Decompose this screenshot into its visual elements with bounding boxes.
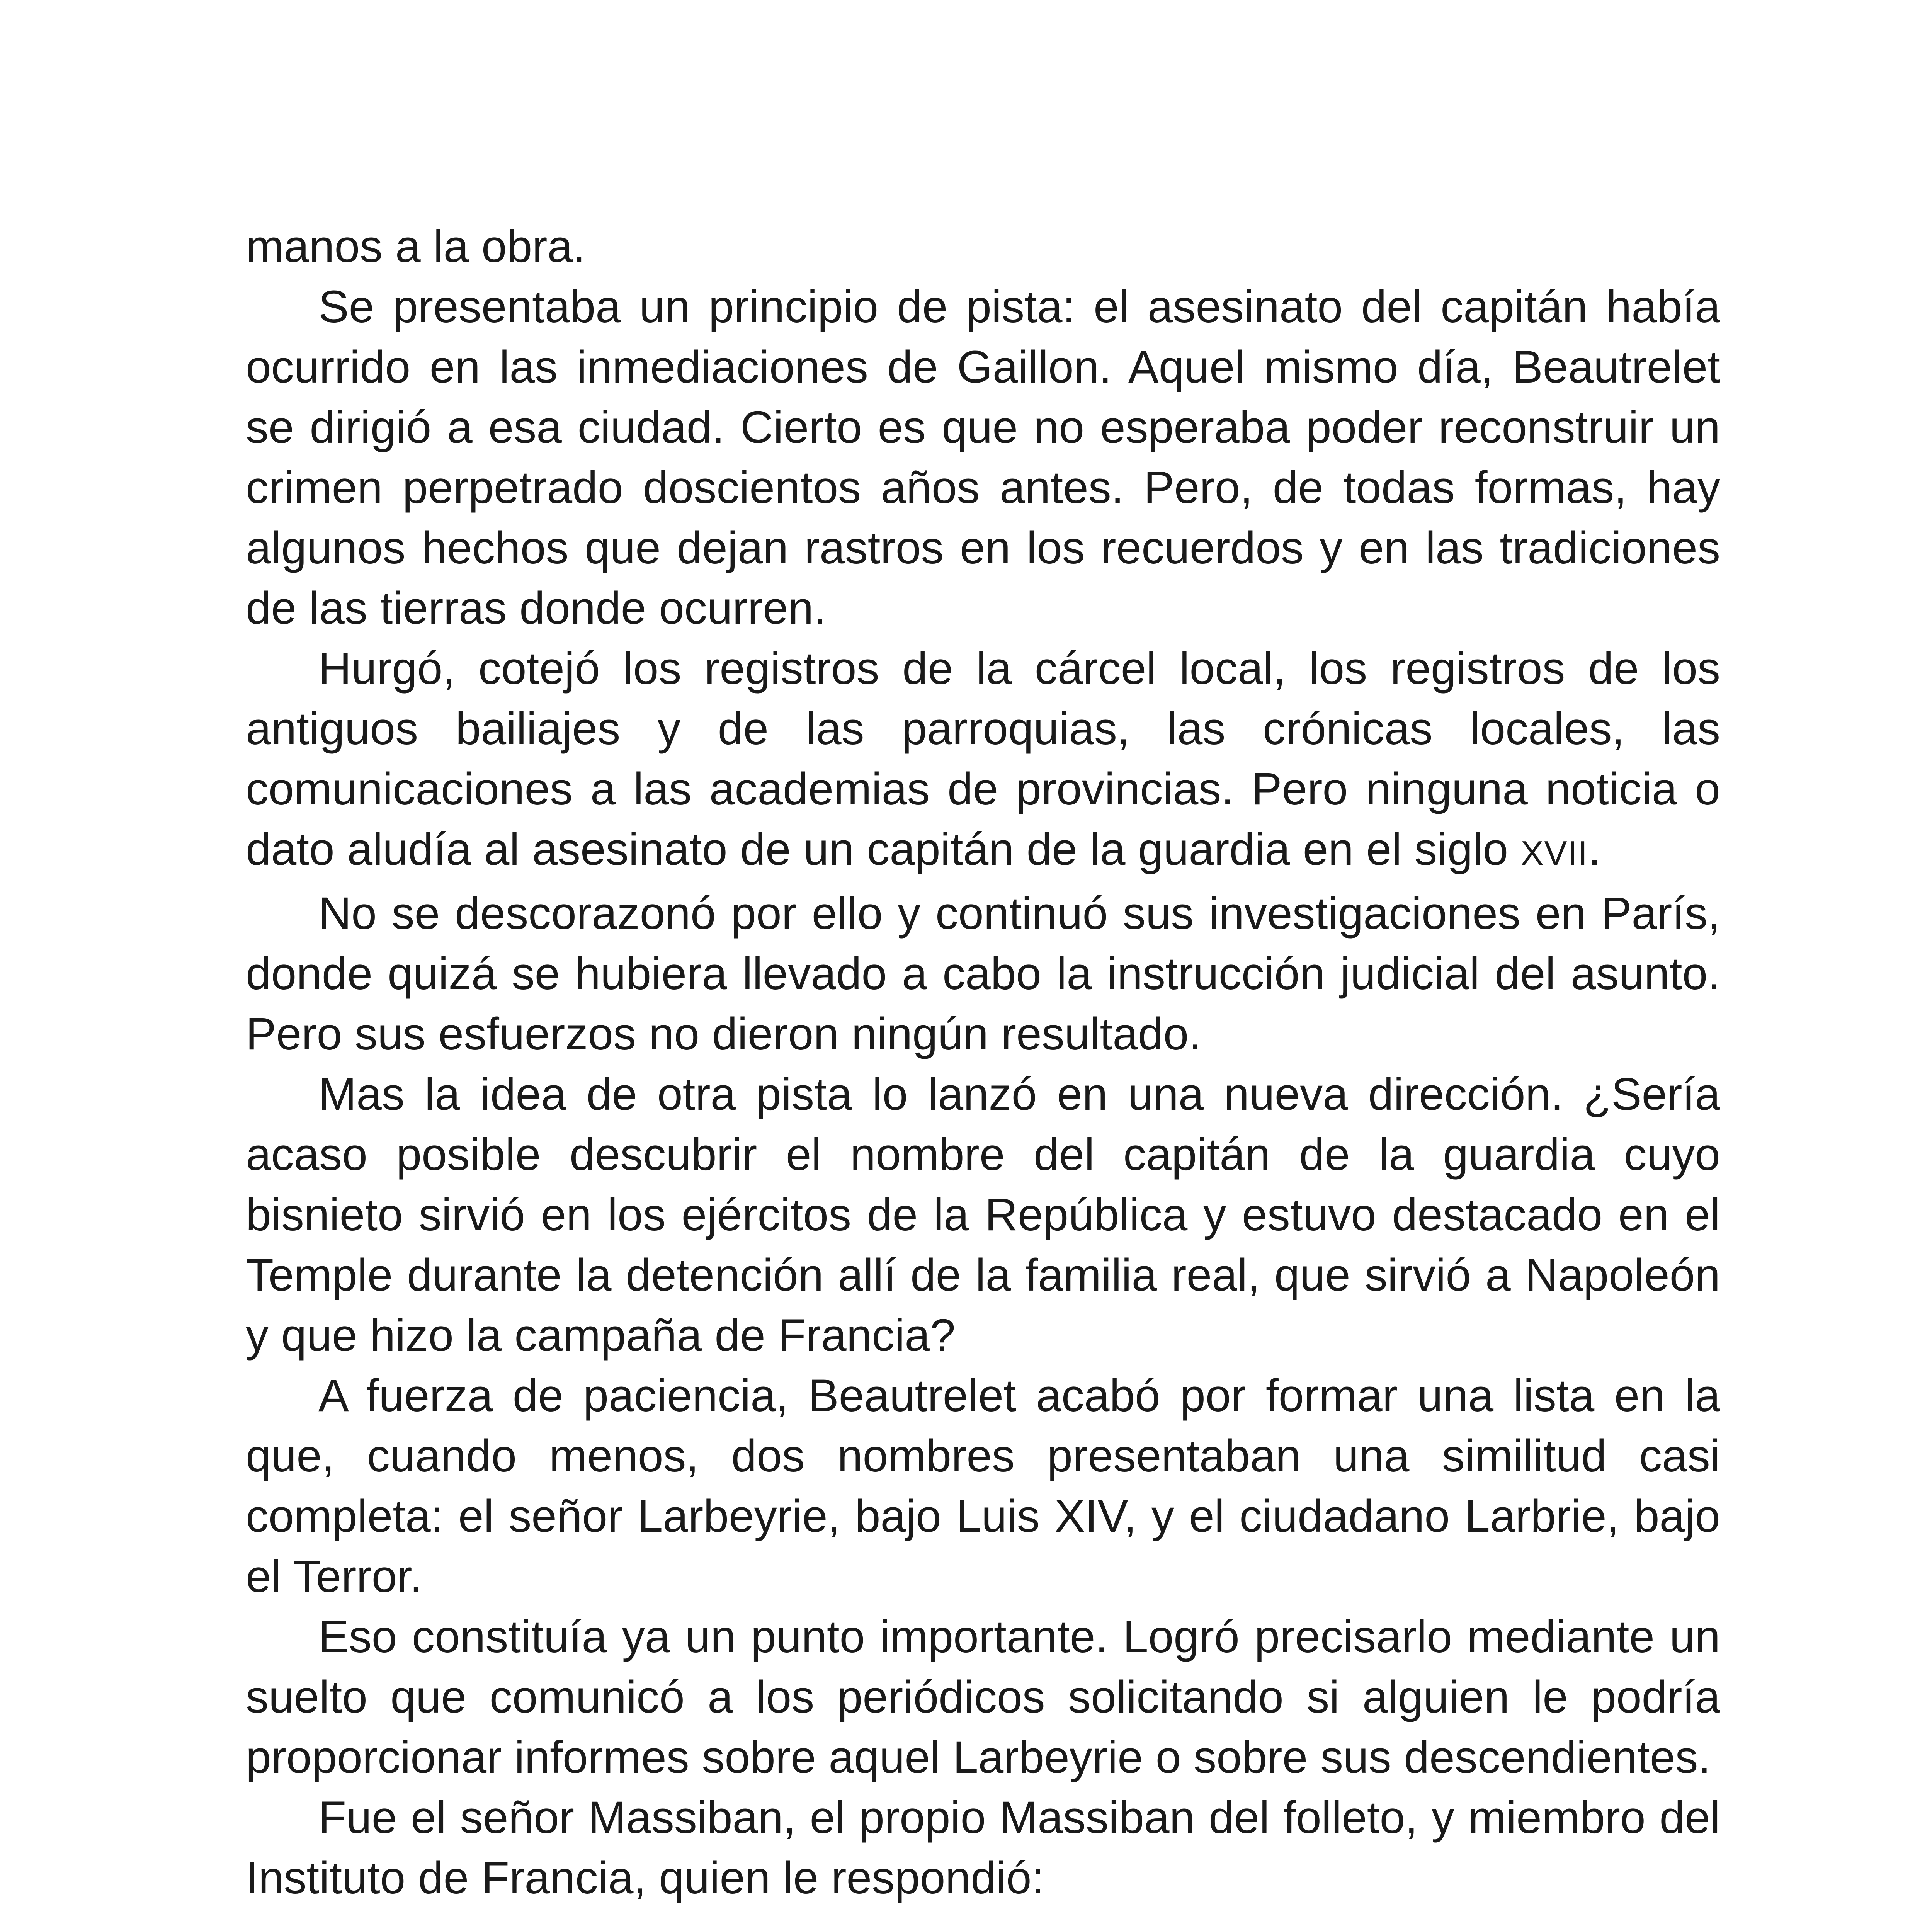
page-body xyxy=(246,216,1720,1908)
paragraph-6: A fuerza de paciencia, Beautrelet acabó por formar una lista en la que, cuando menos, dos nombres presentaban una similitud casi completa: el señor Larbeyrie, bajo Luis XIV, y el ciudadano Larbrie, bajo el Terror. xyxy=(246,1370,1720,1602)
century-end: . xyxy=(1588,824,1601,875)
paragraph-7: Eso constituía ya un punto importante. Logró precisarlo mediante un suelto que comunicó a los periódicos solicitando si alguien le podría proporcionar informes sobre aquel Larbeyrie o sobre sus descendientes. xyxy=(246,1611,1720,1783)
paragraph-5: Mas la idea de otra pista lo lanzó en una nueva dirección. ¿Sería acaso posible descubrir el nombre del capitán de la guardia cuyo bisnieto sirvió en los ejércitos de la República y estuvo destacado en el Temple durante la detención allí de la familia real, que sirvió a Napoleón y que hizo la campaña de Francia? xyxy=(246,1069,1720,1361)
paragraph-8: Fue el señor Massiban, el propio Massiban del folleto, y miembro del Instituto de Francia, quien le respondió: xyxy=(246,1792,1720,1903)
paragraph-4: No se descorazonó por ello y continuó sus investigaciones en París, donde quizá se hubiera llevado a cabo la instrucción judicial del asunto. Pero sus esfuerzos no dieron ningún resultado. xyxy=(246,888,1720,1060)
paragraph-1: manos a la obra. xyxy=(246,221,585,272)
paragraph-3 xyxy=(246,638,1720,883)
paragraph-2: Se presentaba un principio de pista: el asesinato del capitán había ocurrido en las inmediaciones de Gaillon. Aquel mismo día, Beautrelet se dirigió a esa ciudad. Cierto es que no esperaba poder reconstruir un crimen perpetrado doscientos años antes. Pero, de todas formas, hay algunos hechos que dejan rastros en los recuerdos y en las tradiciones de las tierras donde ocurren. xyxy=(246,281,1720,634)
paragraph-3-text: Hurgó, cotejó los registros de la cárcel local, los registros de los antiguos bailiajes y de las parroquias, las crónicas locales, las comunicaciones a las academias de provincias. Pero ninguna noticia o dato aludía al asesinato de un capitán de la guardia en el siglo xyxy=(246,643,1720,875)
century-numeral: XVII xyxy=(1520,834,1588,872)
